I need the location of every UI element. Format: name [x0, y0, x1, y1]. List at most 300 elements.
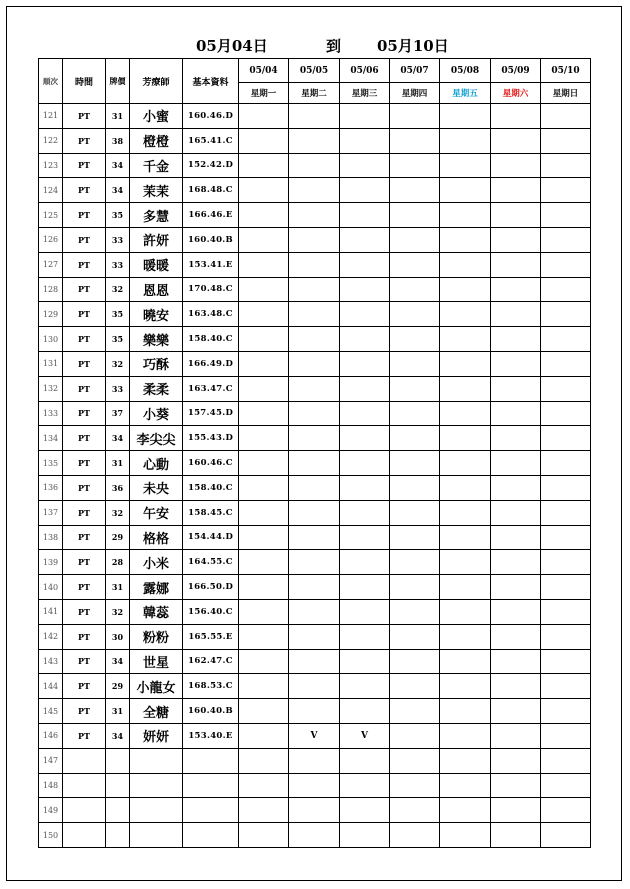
day-cell[interactable]: [440, 575, 491, 600]
day-cell[interactable]: [541, 475, 591, 500]
day-cell[interactable]: [289, 302, 340, 327]
day-cell[interactable]: [239, 227, 289, 252]
day-cell[interactable]: [239, 401, 289, 426]
day-cell[interactable]: [440, 203, 491, 228]
day-cell[interactable]: [390, 104, 440, 129]
day-cell[interactable]: [491, 674, 541, 699]
day-cell[interactable]: [541, 550, 591, 575]
row-time: PT: [63, 376, 106, 401]
row-basic-info: 160.46.D: [183, 104, 239, 129]
day-cell[interactable]: [491, 599, 541, 624]
day-cell[interactable]: [390, 773, 440, 798]
day-cell[interactable]: [239, 302, 289, 327]
row-price: 29: [106, 674, 130, 699]
row-time: PT: [63, 723, 106, 748]
day-cell[interactable]: [390, 748, 440, 773]
day-cell[interactable]: [440, 327, 491, 352]
row-price: 31: [106, 699, 130, 724]
day-cell[interactable]: [541, 748, 591, 773]
day-cell[interactable]: [491, 773, 541, 798]
day-cell[interactable]: [340, 624, 390, 649]
day-cell[interactable]: [239, 823, 289, 848]
day-cell[interactable]: [390, 624, 440, 649]
day-cell[interactable]: [340, 575, 390, 600]
day-cell[interactable]: [289, 203, 340, 228]
row-number: 149: [39, 798, 63, 823]
day-cell[interactable]: [340, 550, 390, 575]
day-cell[interactable]: [239, 153, 289, 178]
day-cell[interactable]: [340, 599, 390, 624]
row-number: 132: [39, 376, 63, 401]
day-cell[interactable]: [340, 351, 390, 376]
row-therapist-name: 柔柔: [130, 376, 183, 401]
day-cell[interactable]: [390, 649, 440, 674]
day-cell[interactable]: [239, 550, 289, 575]
day-cell[interactable]: [491, 748, 541, 773]
day-cell[interactable]: [440, 302, 491, 327]
day-cell[interactable]: [440, 227, 491, 252]
day-cell[interactable]: [440, 351, 491, 376]
row-time: PT: [63, 599, 106, 624]
row-basic-info: 155.43.D: [183, 426, 239, 451]
header-price: 牌價: [106, 59, 130, 104]
day-cell[interactable]: [289, 277, 340, 302]
day-cell[interactable]: [239, 426, 289, 451]
day-cell[interactable]: [340, 153, 390, 178]
table-row: [39, 748, 591, 773]
day-cell[interactable]: [239, 376, 289, 401]
day-cell[interactable]: [239, 674, 289, 699]
table-row: [39, 500, 591, 525]
day-cell[interactable]: [440, 599, 491, 624]
day-cell[interactable]: [340, 699, 390, 724]
header-date: 05/04: [239, 59, 289, 83]
day-cell[interactable]: [541, 327, 591, 352]
day-cell[interactable]: [491, 699, 541, 724]
day-cell[interactable]: [289, 550, 340, 575]
row-therapist-name: 午安: [130, 500, 183, 525]
day-cell[interactable]: [390, 351, 440, 376]
day-cell[interactable]: [390, 451, 440, 476]
day-cell[interactable]: [541, 798, 591, 823]
day-cell[interactable]: [491, 376, 541, 401]
row-basic-info: 156.40.C: [183, 599, 239, 624]
day-cell[interactable]: [340, 327, 390, 352]
day-cell[interactable]: [390, 525, 440, 550]
row-basic-info: 163.47.C: [183, 376, 239, 401]
day-cell[interactable]: [289, 426, 340, 451]
day-cell[interactable]: [239, 327, 289, 352]
day-cell[interactable]: [289, 525, 340, 550]
day-cell[interactable]: [541, 426, 591, 451]
day-cell[interactable]: [289, 376, 340, 401]
row-time: PT: [63, 327, 106, 352]
row-number: 134: [39, 426, 63, 451]
row-basic-info: 153.40.E: [183, 723, 239, 748]
day-cell[interactable]: [491, 550, 541, 575]
row-price: 34: [106, 649, 130, 674]
day-cell[interactable]: [239, 575, 289, 600]
table-row: [39, 104, 591, 129]
day-cell[interactable]: [491, 426, 541, 451]
row-number: 146: [39, 723, 63, 748]
day-cell[interactable]: [440, 500, 491, 525]
day-cell[interactable]: [340, 649, 390, 674]
day-cell[interactable]: [541, 277, 591, 302]
row-therapist-name: 未央: [130, 475, 183, 500]
row-number: 136: [39, 475, 63, 500]
row-price: 36: [106, 475, 130, 500]
day-cell[interactable]: [239, 798, 289, 823]
day-cell[interactable]: [390, 277, 440, 302]
header-info: 基本資料: [183, 59, 239, 104]
day-cell[interactable]: [491, 277, 541, 302]
day-cell[interactable]: [541, 401, 591, 426]
day-cell[interactable]: [491, 475, 541, 500]
day-cell[interactable]: [289, 773, 340, 798]
day-cell[interactable]: [440, 649, 491, 674]
day-cell[interactable]: [340, 475, 390, 500]
day-cell[interactable]: [541, 723, 591, 748]
row-time: PT: [63, 550, 106, 575]
row-number: 126: [39, 227, 63, 252]
day-cell[interactable]: [491, 723, 541, 748]
day-cell[interactable]: [541, 823, 591, 848]
table-row: [39, 302, 591, 327]
day-cell[interactable]: [289, 351, 340, 376]
header-weekday: 星期二: [289, 83, 340, 104]
day-cell[interactable]: [440, 128, 491, 153]
day-cell[interactable]: [541, 525, 591, 550]
day-cell[interactable]: [239, 104, 289, 129]
day-cell[interactable]: V: [340, 723, 390, 748]
row-number: 142: [39, 624, 63, 649]
row-basic-info: [183, 748, 239, 773]
day-cell[interactable]: [440, 798, 491, 823]
day-cell[interactable]: [541, 203, 591, 228]
day-cell[interactable]: [440, 773, 491, 798]
table-row: [39, 475, 591, 500]
day-cell[interactable]: [340, 376, 390, 401]
title-to: 到: [326, 37, 342, 55]
day-cell[interactable]: [390, 798, 440, 823]
date-range-title: [0, 35, 630, 57]
day-cell[interactable]: [239, 748, 289, 773]
day-cell[interactable]: [239, 351, 289, 376]
day-cell[interactable]: [440, 277, 491, 302]
day-cell[interactable]: [340, 227, 390, 252]
day-cell[interactable]: [239, 500, 289, 525]
day-cell[interactable]: [541, 252, 591, 277]
day-cell[interactable]: [390, 203, 440, 228]
day-cell[interactable]: [340, 823, 390, 848]
day-cell[interactable]: [390, 723, 440, 748]
day-cell[interactable]: [491, 451, 541, 476]
day-cell[interactable]: [289, 624, 340, 649]
day-cell[interactable]: [340, 203, 390, 228]
row-time: PT: [63, 277, 106, 302]
day-cell[interactable]: [440, 252, 491, 277]
day-cell[interactable]: [491, 153, 541, 178]
row-price: 32: [106, 351, 130, 376]
day-cell[interactable]: [289, 252, 340, 277]
day-cell[interactable]: [289, 451, 340, 476]
day-cell[interactable]: [289, 798, 340, 823]
day-cell[interactable]: [440, 178, 491, 203]
day-cell[interactable]: [541, 376, 591, 401]
day-cell[interactable]: [390, 327, 440, 352]
day-cell[interactable]: [390, 302, 440, 327]
day-cell[interactable]: [289, 823, 340, 848]
day-cell[interactable]: [289, 327, 340, 352]
day-cell[interactable]: [440, 525, 491, 550]
row-price: 33: [106, 227, 130, 252]
table-row: [39, 798, 591, 823]
day-cell[interactable]: [390, 153, 440, 178]
day-cell[interactable]: [289, 128, 340, 153]
day-cell[interactable]: [239, 252, 289, 277]
day-cell[interactable]: [340, 104, 390, 129]
day-cell[interactable]: [289, 649, 340, 674]
row-number: 130: [39, 327, 63, 352]
row-price: 34: [106, 178, 130, 203]
day-cell[interactable]: [239, 203, 289, 228]
day-cell[interactable]: [239, 699, 289, 724]
day-cell[interactable]: [390, 823, 440, 848]
day-cell[interactable]: [390, 674, 440, 699]
day-cell[interactable]: [491, 500, 541, 525]
row-number: 127: [39, 252, 63, 277]
header-date: 05/07: [390, 59, 440, 83]
day-cell[interactable]: [239, 599, 289, 624]
day-cell[interactable]: [440, 748, 491, 773]
day-cell[interactable]: [541, 153, 591, 178]
day-cell[interactable]: [440, 624, 491, 649]
day-cell[interactable]: [390, 178, 440, 203]
day-cell[interactable]: [541, 104, 591, 129]
row-price: 33: [106, 252, 130, 277]
row-therapist-name: [130, 748, 183, 773]
day-cell[interactable]: [340, 302, 390, 327]
day-cell[interactable]: [491, 128, 541, 153]
header-weekday-saturday: 星期六: [491, 83, 541, 104]
day-cell[interactable]: [390, 128, 440, 153]
row-price: 34: [106, 426, 130, 451]
table-row: [39, 327, 591, 352]
day-cell[interactable]: [491, 227, 541, 252]
day-cell[interactable]: [541, 649, 591, 674]
day-cell[interactable]: [289, 599, 340, 624]
row-price: 37: [106, 401, 130, 426]
day-cell[interactable]: [491, 104, 541, 129]
table-row: [39, 277, 591, 302]
day-cell[interactable]: [390, 376, 440, 401]
day-cell[interactable]: [390, 227, 440, 252]
day-cell[interactable]: [340, 401, 390, 426]
day-cell[interactable]: [239, 525, 289, 550]
day-cell[interactable]: [390, 401, 440, 426]
row-time: PT: [63, 153, 106, 178]
day-cell[interactable]: [340, 798, 390, 823]
day-cell[interactable]: [440, 699, 491, 724]
day-cell[interactable]: [340, 451, 390, 476]
day-cell[interactable]: [239, 723, 289, 748]
day-cell[interactable]: [239, 128, 289, 153]
day-cell[interactable]: [491, 525, 541, 550]
row-basic-info: 160.40.B: [183, 227, 239, 252]
day-cell[interactable]: [390, 500, 440, 525]
day-cell[interactable]: [239, 649, 289, 674]
day-cell[interactable]: [340, 128, 390, 153]
day-cell[interactable]: [491, 575, 541, 600]
row-price: 28: [106, 550, 130, 575]
day-cell[interactable]: [340, 525, 390, 550]
day-cell[interactable]: [541, 500, 591, 525]
day-cell[interactable]: [340, 178, 390, 203]
day-cell[interactable]: [491, 302, 541, 327]
day-cell[interactable]: [239, 277, 289, 302]
day-cell[interactable]: [541, 773, 591, 798]
day-cell[interactable]: [541, 699, 591, 724]
schedule-table: [38, 58, 591, 848]
day-cell[interactable]: [239, 624, 289, 649]
day-cell[interactable]: [440, 823, 491, 848]
day-cell[interactable]: [289, 401, 340, 426]
day-cell[interactable]: [440, 550, 491, 575]
day-cell[interactable]: [289, 475, 340, 500]
table-row: [39, 153, 591, 178]
day-cell[interactable]: [239, 475, 289, 500]
day-cell[interactable]: [541, 351, 591, 376]
day-cell[interactable]: [239, 178, 289, 203]
row-therapist-name: 粉粉: [130, 624, 183, 649]
day-cell[interactable]: [541, 599, 591, 624]
row-number: 122: [39, 128, 63, 153]
row-price: [106, 773, 130, 798]
day-cell[interactable]: [289, 227, 340, 252]
day-cell[interactable]: [491, 401, 541, 426]
table-row: [39, 550, 591, 575]
day-cell[interactable]: [440, 674, 491, 699]
row-basic-info: 170.48.C: [183, 277, 239, 302]
day-cell[interactable]: [541, 674, 591, 699]
day-cell[interactable]: [491, 823, 541, 848]
row-price: 31: [106, 104, 130, 129]
day-cell[interactable]: [340, 748, 390, 773]
day-cell[interactable]: [340, 773, 390, 798]
day-cell[interactable]: [541, 178, 591, 203]
row-therapist-name: 茉茉: [130, 178, 183, 203]
day-cell[interactable]: [440, 376, 491, 401]
row-therapist-name: 格格: [130, 525, 183, 550]
day-cell[interactable]: [491, 178, 541, 203]
day-cell[interactable]: [289, 674, 340, 699]
day-cell[interactable]: [340, 252, 390, 277]
day-cell[interactable]: [491, 203, 541, 228]
row-number: 150: [39, 823, 63, 848]
day-cell[interactable]: [390, 475, 440, 500]
day-cell[interactable]: [289, 153, 340, 178]
row-therapist-name: [130, 798, 183, 823]
row-number: 125: [39, 203, 63, 228]
row-time: PT: [63, 178, 106, 203]
day-cell[interactable]: [239, 451, 289, 476]
day-cell[interactable]: [239, 773, 289, 798]
row-basic-info: [183, 823, 239, 848]
day-cell[interactable]: [390, 575, 440, 600]
day-cell[interactable]: [340, 674, 390, 699]
day-cell[interactable]: [390, 252, 440, 277]
table-row: [39, 575, 591, 600]
day-cell[interactable]: [541, 128, 591, 153]
day-cell[interactable]: [491, 327, 541, 352]
day-cell[interactable]: [541, 624, 591, 649]
header-date: 05/06: [340, 59, 390, 83]
day-cell[interactable]: [289, 178, 340, 203]
day-cell[interactable]: [390, 599, 440, 624]
row-number: 144: [39, 674, 63, 699]
day-cell[interactable]: [541, 227, 591, 252]
day-cell[interactable]: [491, 798, 541, 823]
day-cell[interactable]: [440, 426, 491, 451]
day-cell[interactable]: [491, 624, 541, 649]
row-number: 143: [39, 649, 63, 674]
row-basic-info: [183, 798, 239, 823]
row-price: 34: [106, 153, 130, 178]
day-cell[interactable]: [289, 500, 340, 525]
day-cell[interactable]: [390, 550, 440, 575]
day-cell[interactable]: [440, 104, 491, 129]
table-row: [39, 699, 591, 724]
row-basic-info: 168.48.C: [183, 178, 239, 203]
table-row: [39, 401, 591, 426]
table-row: [39, 178, 591, 203]
day-cell[interactable]: [440, 401, 491, 426]
day-cell[interactable]: [440, 475, 491, 500]
day-cell[interactable]: [491, 252, 541, 277]
day-cell[interactable]: [440, 153, 491, 178]
day-cell[interactable]: V: [289, 723, 340, 748]
day-cell[interactable]: [491, 649, 541, 674]
day-cell[interactable]: [340, 426, 390, 451]
header-date: 05/08: [440, 59, 491, 83]
day-cell[interactable]: [541, 575, 591, 600]
day-cell[interactable]: [541, 451, 591, 476]
row-therapist-name: 全糖: [130, 699, 183, 724]
day-cell[interactable]: [390, 426, 440, 451]
day-cell[interactable]: [289, 575, 340, 600]
table-row: [39, 351, 591, 376]
row-price: 38: [106, 128, 130, 153]
row-basic-info: 158.40.C: [183, 327, 239, 352]
title-end-date: 05月10日: [377, 37, 449, 55]
row-number: 135: [39, 451, 63, 476]
day-cell[interactable]: [440, 451, 491, 476]
day-cell[interactable]: [440, 723, 491, 748]
day-cell[interactable]: [390, 699, 440, 724]
day-cell[interactable]: [289, 104, 340, 129]
day-cell[interactable]: [289, 699, 340, 724]
day-cell[interactable]: [340, 277, 390, 302]
day-cell[interactable]: [289, 748, 340, 773]
row-therapist-name: 橙橙: [130, 128, 183, 153]
header-date: 05/10: [541, 59, 591, 83]
day-cell[interactable]: [491, 351, 541, 376]
title-start-date: 05月04日: [196, 37, 268, 55]
day-cell[interactable]: [541, 302, 591, 327]
row-basic-info: 160.40.B: [183, 699, 239, 724]
day-cell[interactable]: [340, 500, 390, 525]
